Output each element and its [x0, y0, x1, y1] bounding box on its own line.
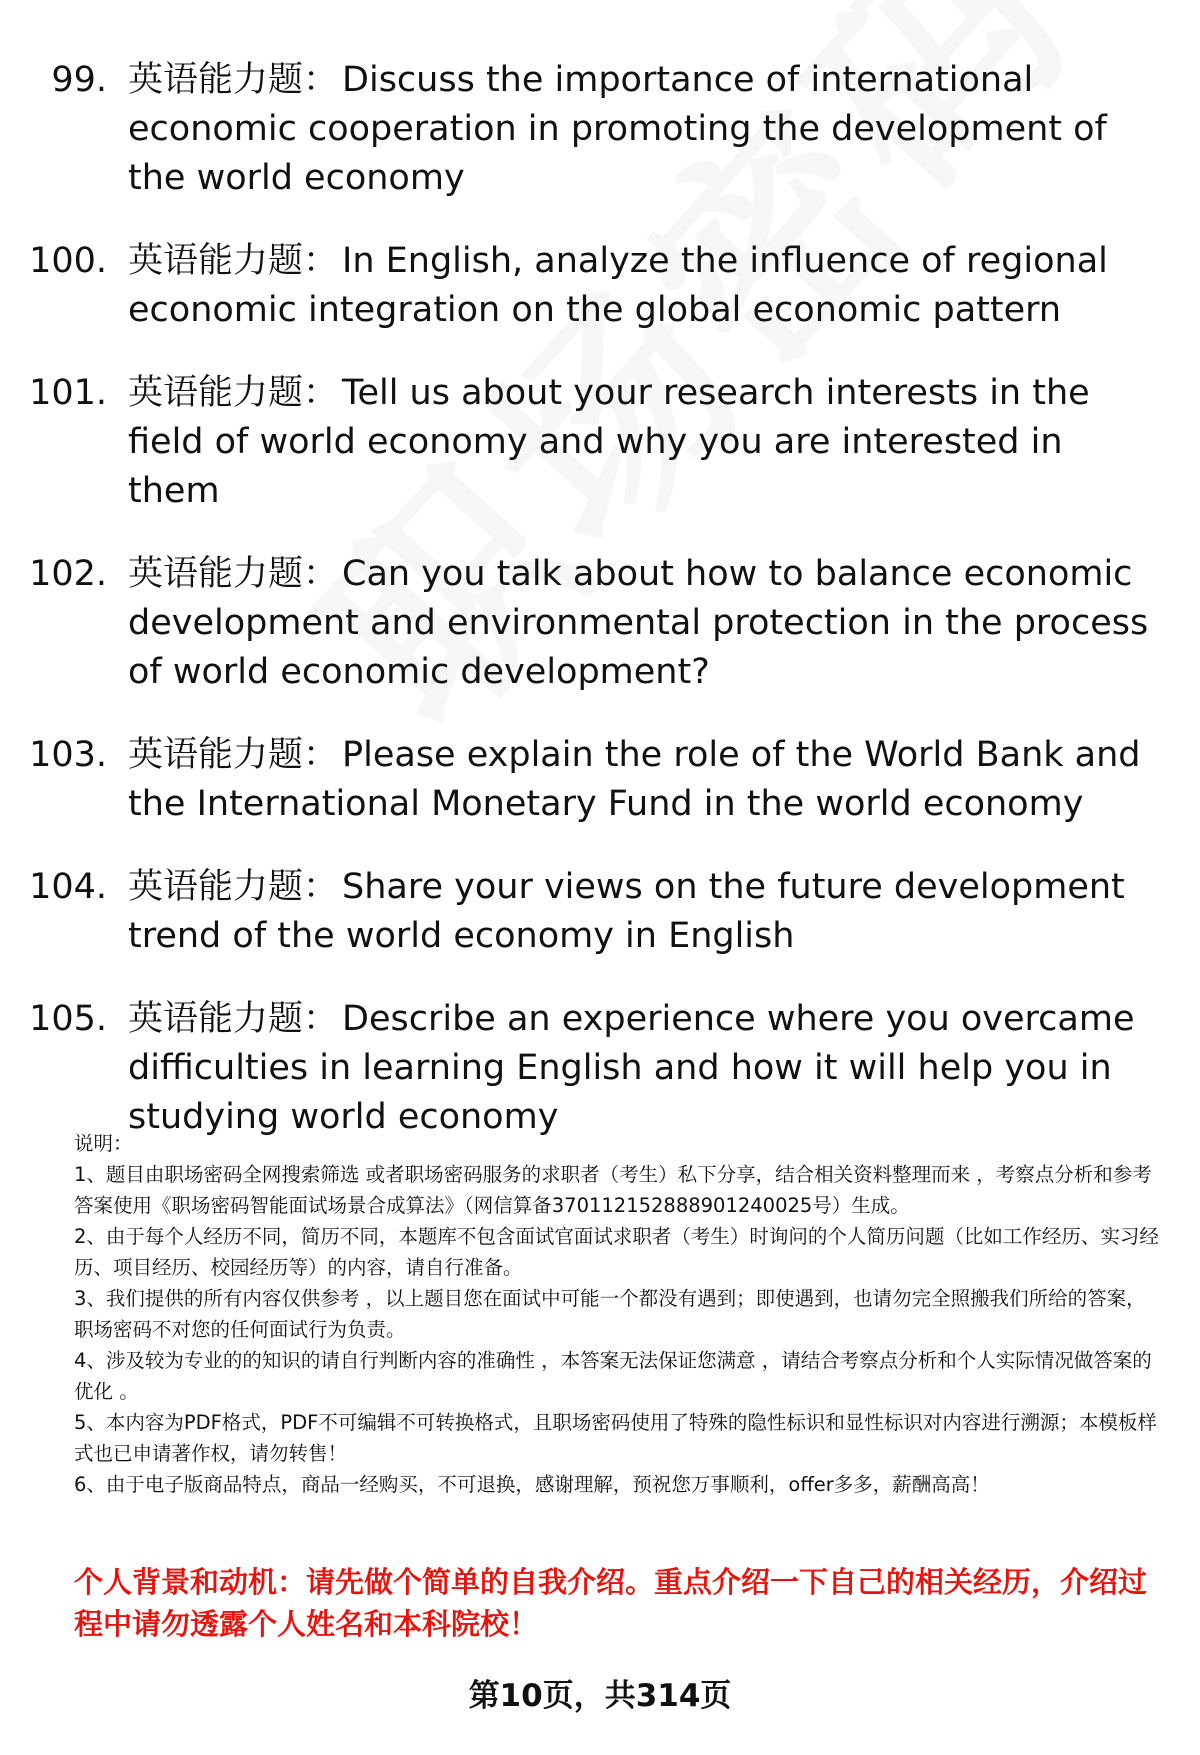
notes-section: [74, 1128, 1162, 1500]
question-number: 101.: [29, 373, 107, 413]
question-text: Describe an experience where you overcame difficulties in learning English and how it will help you in studying world economy: [128, 999, 1135, 1137]
question-category: 英语能力题：: [128, 735, 339, 775]
question-text: In English, analyze the influence of regional economic integration on the global economic pattern: [128, 241, 1108, 330]
question-category: 英语能力题：: [128, 554, 339, 594]
question-item: [0, 731, 1200, 829]
question-text: Tell us about your research interests in the field of world economy and why you are interested in them: [128, 373, 1090, 511]
note-item: 5、本内容为PDF格式，PDF不可编辑不可转换格式，且职场密码使用了特殊的隐性标识和显性标识对内容进行溯源；本模板样式也已申请著作权，请勿转售！: [74, 1411, 1157, 1465]
note-item: 4、涉及较为专业的的知识的请自行判断内容的准确性 ，本答案无法保证您满意 ，请结合考察点分析和个人实际情况做答案的优化 。: [74, 1349, 1152, 1403]
question-category: 英语能力题：: [128, 241, 339, 281]
question-text: Please explain the role of the World Bank and the International Monetary Fund in the world economy: [128, 735, 1141, 824]
question-text: Can you talk about how to balance economic development and environmental protection in the process of world economic development?: [128, 554, 1149, 692]
question-item: [0, 995, 1200, 1142]
note-item: 2、由于每个人经历不同，简历不同，本题库不包含面试官面试求职者（考生）时询问的个人简历问题（比如工作经历、实习经历、项目经历、校园经历等）的内容，请自行准备。: [74, 1225, 1159, 1279]
question-item: [0, 369, 1200, 516]
question-category: 英语能力题：: [128, 373, 339, 413]
question-item: [0, 863, 1200, 961]
background-question-callout: 个人背景和动机：请先做个简单的自我介绍。重点介绍一下自己的相关经历，介绍过程中请勿透露个人姓名和本科院校！: [74, 1565, 1148, 1641]
question-text: Share your views on the future development trend of the world economy in English: [128, 867, 1125, 956]
question-number: 104.: [29, 867, 107, 907]
question-number: 103.: [29, 735, 107, 775]
note-item: 3、我们提供的所有内容仅供参考 ，以上题目您在面试中可能一个都没有遇到；即使遇到，也请勿完全照搬我们所给的答案，职场密码不对您的任何面试行为负责。: [74, 1287, 1146, 1341]
question-number: 102.: [29, 554, 107, 594]
question-number: 99.: [51, 60, 107, 100]
question-category: 英语能力题：: [128, 867, 339, 907]
question-list: [0, 56, 1200, 1176]
question-text: Discuss the importance of international economic cooperation in promoting the development of the world economy: [128, 60, 1107, 198]
question-item: [0, 56, 1200, 203]
question-category: 英语能力题：: [128, 999, 339, 1039]
note-item: 6、由于电子版商品特点，商品一经购买，不可退换，感谢理解，预祝您万事顺利，offer多多，薪酬高高！: [74, 1473, 990, 1496]
note-item: 1、题目由职场密码全网搜索筛选 或者职场密码服务的求职者（考生）私下分享，结合相关资料整理而来 ，考察点分析和参考答案使用《职场密码智能面试场景合成算法》（网信算备370112152888901240025号）生成。: [74, 1163, 1152, 1217]
question-item: [0, 237, 1200, 335]
question-number: 105.: [29, 999, 107, 1039]
notes-heading: 说明：: [74, 1132, 133, 1155]
question-item: [0, 550, 1200, 697]
question-number: 100.: [29, 241, 107, 281]
page-number: 第10页，共314页: [468, 1678, 732, 1714]
question-category: 英语能力题：: [128, 60, 339, 100]
